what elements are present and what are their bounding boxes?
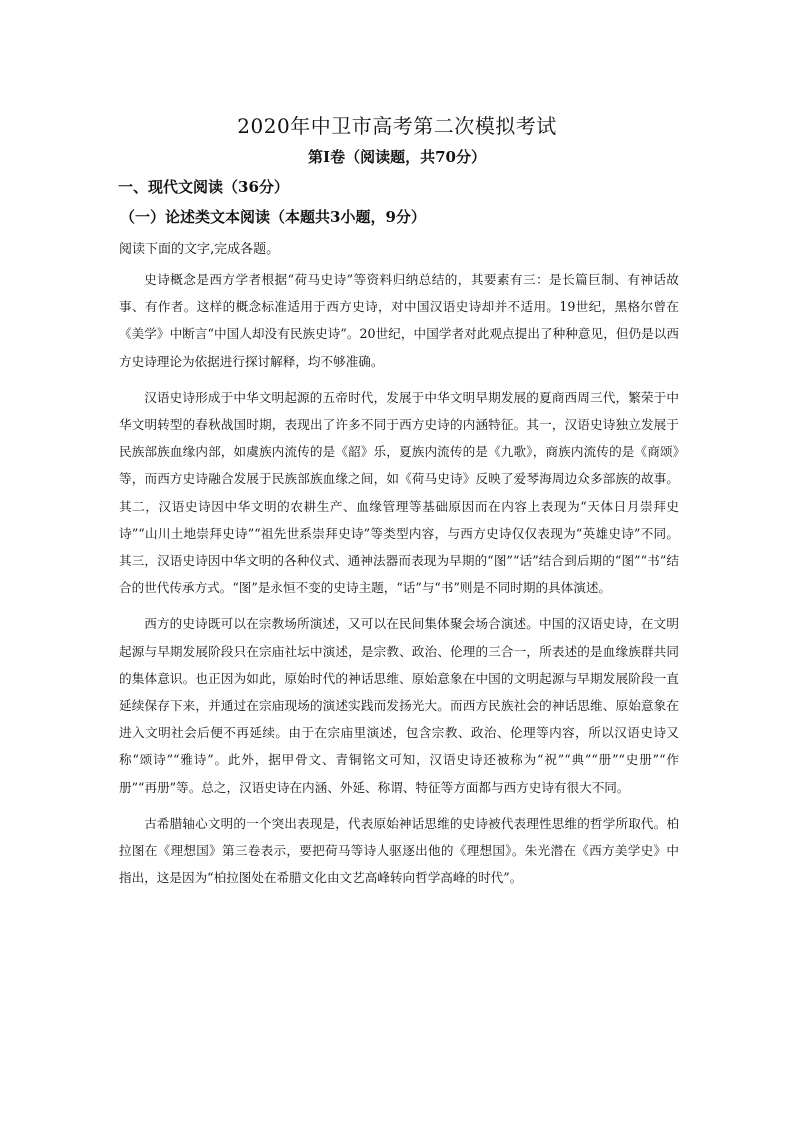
subsection-heading-argumentative: （一）论述类文本阅读（本题共3小题，9分） — [120, 208, 426, 226]
passage-paragraph: 西方的史诗既可以在宗教场所演述，又可以在民间集体聚会场合演述。中国的汉语史诗，在文明起源与早期发展阶段只在宗庙社坛中演述，是宗教、政治、伦理的三合一，所表述的是血缘族群共同的集体意识。也正因为如此，原始时代的神话思维、原始意象在中国的文明起源与早期发展阶段一直延续保存下来，并通过在宗庙现场的演述实践而发扬光大。而西方民族社会的神话思维、原始意象在进入文明社会后便不再延续。由于在宗庙里演述，包含宗教、政治、伦理等内容，所以汉语史诗又称“颂诗”“雅诗”。此外，据甲骨文、青铜铭文可知，汉语史诗还被称为“祝”“典”“册”“史册”“作册”“再册”等。总之，汉语史诗在内涵、外延、称谓、特征等方面都与西方史诗有很大不同。 — [119, 616, 679, 795]
exam-title: 2020年中卫市高考第二次模拟考试 — [237, 114, 557, 138]
section-heading-reading: 一、现代文阅读（36分） — [118, 178, 289, 196]
passage-paragraph: 汉语史诗形成于中华文明起源的五帝时代，发展于中华文明早期发展的夏商西周三代，繁荣于中华文明转型的春秋战国时期，表现出了许多不同于西方史诗的内涵特征。其一，汉语史诗独立发展于民族部族血缘内部，如虞族内流传的是《韶》乐，夏族内流传的是《九歌》，商族内流传的是《商颂》等，而西方史诗融合发展于民族部族血缘之间，如《荷马史诗》反映了爱琴海周边众多部族的故事。其二，汉语史诗因中华文明的农耕生产、血缘管理等基础原因而在内容上表现为“天体日月崇拜史诗”“山川土地崇拜史诗”“祖先世系崇拜史诗”等类型内容，与西方史诗仅仅表现为“英雄史诗”不同。其三，汉语史诗因中华文明的各种仪式、通神法器而表现为早期的“图”“话”结合到后期的“图”“书”结合的世代传承方式。“图”是永恒不变的史诗主题，“话”与“书”则是不同时期的具体演述。 — [119, 389, 679, 596]
exam-part-heading: 第I卷（阅读题，共70分） — [308, 148, 486, 166]
reading-passage — [119, 266, 679, 900]
passage-paragraph: 史诗概念是西方学者根据“荷马史诗”等资料归纳总结的，其要素有三：是长篇巨制、有神话故事、有作者。这样的概念标准适用于西方史诗，对中国汉语史诗却并不适用。19世纪，黑格尔曾在《美学》中断言“中国人却没有民族史诗”。20世纪，中国学者对此观点提出了种种意见，但仍是以西方史诗理论为依据进行探讨解释，均不够准确。 — [119, 272, 679, 369]
reading-instruction: 阅读下面的文字,完成各题。 — [119, 242, 280, 257]
passage-paragraph: 古希腊轴心文明的一个突出表现是，代表原始神话思维的史诗被代表理性思维的哲学所取代。柏拉图在《理想国》第三卷表示，要把荷马等诗人驱逐出他的《理想国》。朱光潜在《西方美学史》中指出，这是因为“柏拉图处在希腊文化由文艺高峰转向哲学高峰的时代”。 — [119, 815, 679, 886]
